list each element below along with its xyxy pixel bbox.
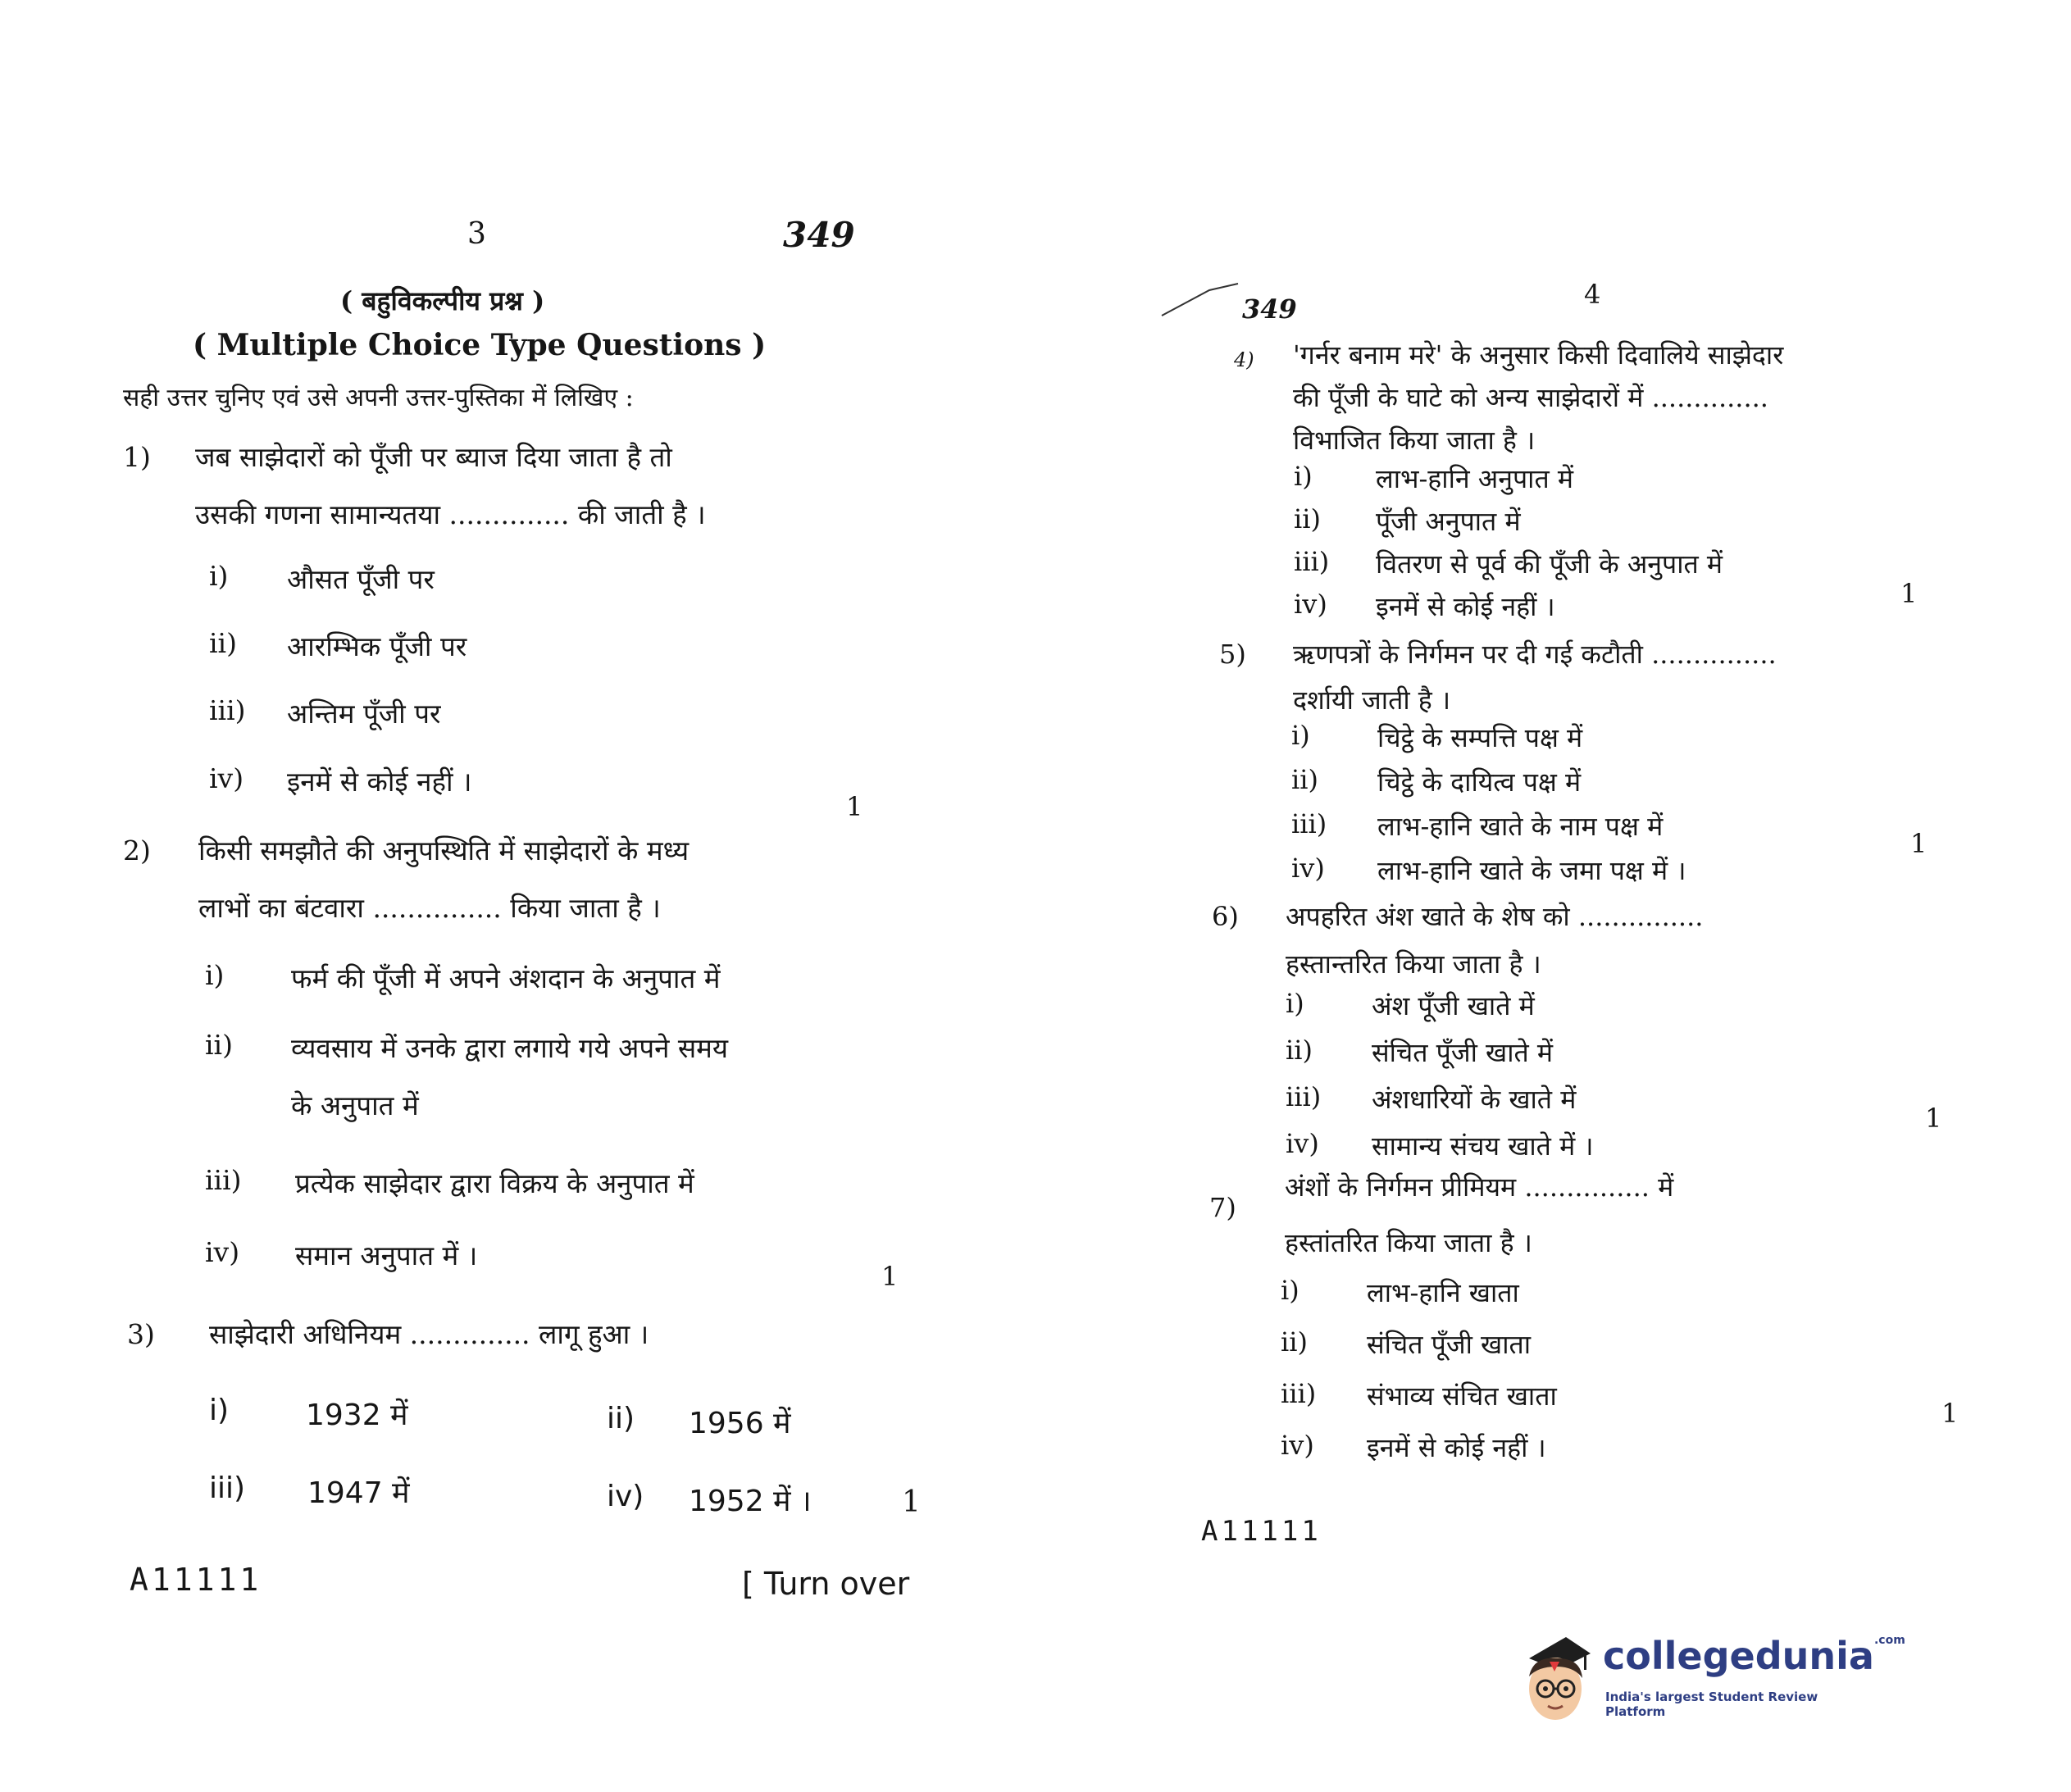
section-title-english: ( Multiple Choice Type Questions )	[193, 328, 767, 362]
paper-code: 349	[783, 215, 855, 255]
question-text-line-3: विभाजित किया जाता है ।	[1293, 425, 1536, 456]
question-text-line-2: दर्शायी जाती है ।	[1293, 685, 1451, 716]
footer-code: A11111	[130, 1562, 262, 1598]
marks: 1	[846, 791, 863, 822]
question-text-line-1: 'गर्नर बनाम मरे' के अनुसार किसी दिवालिये साझेदार	[1293, 339, 1784, 371]
logo-wordmark: collegedunia$^{.com}$	[1603, 1634, 1905, 1678]
logo-tagline: India's largest Student Review Platform	[1605, 1690, 1818, 1719]
marks: 1	[902, 1485, 921, 1519]
question-text-line-1: साझेदारी अधिनियम .............. लागू हुआ ।	[209, 1318, 649, 1350]
question-5	[1219, 631, 2023, 721]
question-number: 2)	[123, 835, 151, 866]
question-text-line-1: ऋणपत्रों के निर्गमन पर दी गई कटौती ...............	[1293, 639, 1777, 670]
footer-code: A11111	[1201, 1515, 1322, 1548]
marks: 1	[1900, 578, 1918, 609]
question-6	[1212, 894, 2023, 984]
question-number: 5)	[1219, 639, 1246, 670]
question-text-line-2: हस्तांतरित किया जाता है ।	[1285, 1227, 1532, 1258]
question-2	[123, 828, 902, 935]
question-3	[127, 1312, 906, 1361]
marks: 1	[1910, 828, 1928, 859]
question-text-line-1: अंशों के निर्गमन प्रीमियम ............... में	[1285, 1171, 1674, 1203]
question-text-line-2: उसकी गणना सामान्यतया .............. की जाती है ।	[195, 498, 706, 530]
question-4	[1234, 332, 2021, 471]
question-number: 3)	[127, 1318, 155, 1350]
marks: 1	[881, 1261, 899, 1292]
question-number: 7)	[1209, 1192, 1236, 1223]
marks: 1	[1925, 1103, 1942, 1134]
question-text-line-1: जब साझेदारों को पूँजी पर ब्याज दिया जाता है तो	[195, 441, 672, 473]
question-7	[1209, 1164, 2029, 1262]
paper-code: 349	[1242, 293, 1297, 325]
page-number: 3	[467, 217, 486, 251]
mascot-icon	[1509, 1627, 1599, 1726]
turn-over: [ Turn over	[742, 1566, 910, 1602]
question-text-line-1: अपहरित अंश खाते के शेष को ...............	[1286, 901, 1704, 932]
pen-mark-decoration	[1160, 279, 1242, 320]
question-1	[123, 434, 902, 541]
marks: 1	[1941, 1398, 1959, 1429]
question-text-line-2: हस्तान्तरित किया जाता है ।	[1286, 948, 1541, 980]
section-title-hindi: ( बहुविकल्पीय प्रश्न )	[340, 285, 545, 316]
option-continuation: के अनुपात में	[291, 1089, 419, 1121]
question-text-line-2: लाभों का बंटवारा ............... किया जाता है ।	[198, 892, 661, 924]
page-number: 4	[1584, 279, 1601, 310]
question-number: 4)	[1234, 348, 1254, 371]
question-number: 1)	[123, 441, 151, 473]
collegedunia-logo	[1509, 1627, 1905, 1726]
question-text-line-1: किसी समझौते की अनुपस्थिति में साझेदारों के मध्य	[198, 835, 690, 866]
question-number: 6)	[1212, 901, 1239, 932]
question-text-line-2: की पूँजी के घाटे को अन्य साझेदारों में ..............	[1293, 382, 1768, 413]
instruction: सही उत्तर चुनिए एवं उसे अपनी उत्तर-पुस्तिका में लिखिए :	[123, 384, 634, 412]
